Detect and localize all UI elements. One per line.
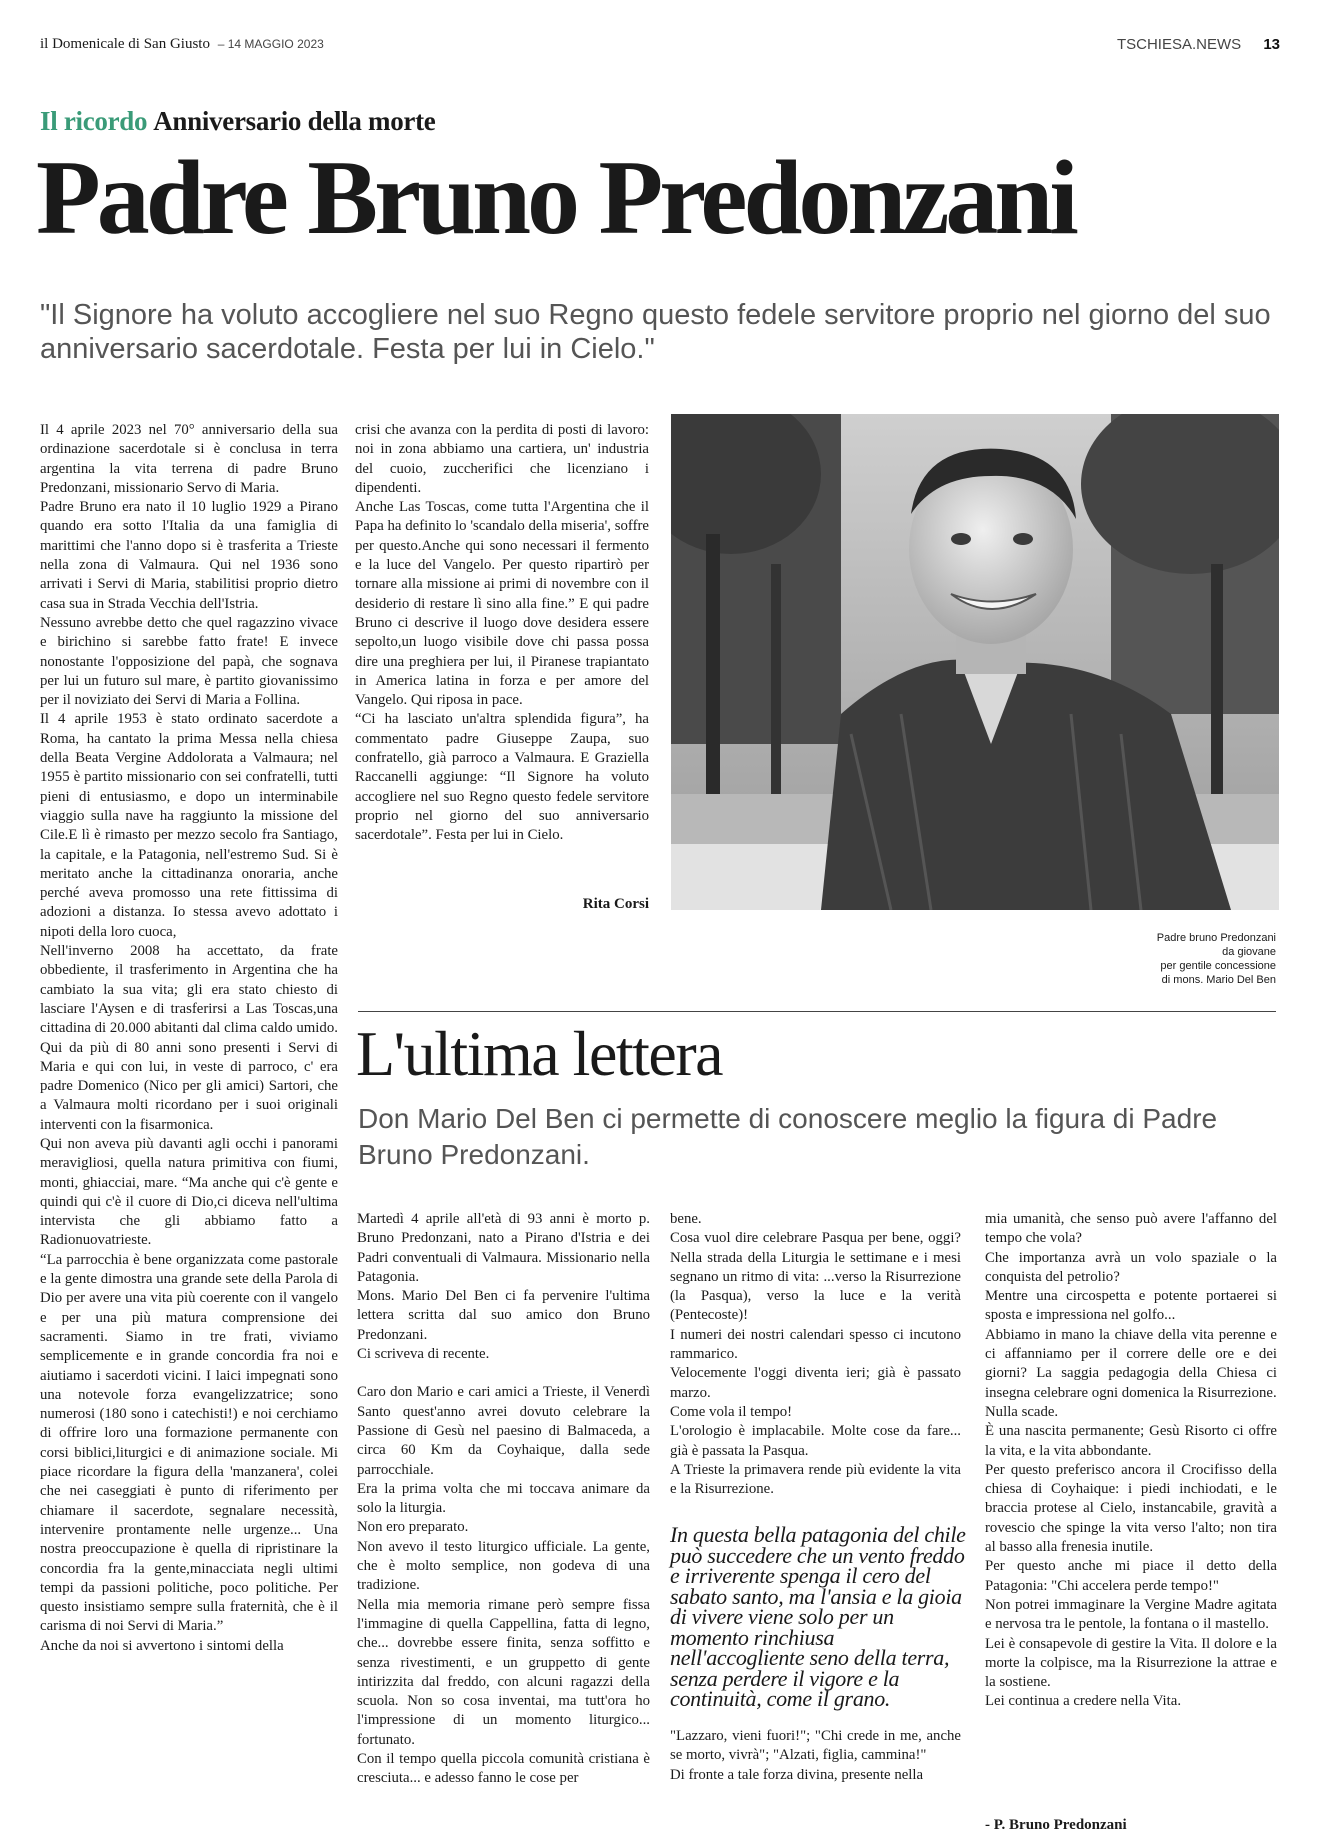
paragraph: Che importanza avrà un volo spaziale o la conquista del petrolio? [985,1249,1277,1285]
paragraph: I numeri dei nostri calendari spesso ci incutono rammarico. [670,1326,961,1363]
article1-column-1 [40,421,338,1656]
paragraph: È una nascita permanente; Gesù Risorto ci offre la vita, e la vita abbondante. [985,1423,1277,1459]
paragraph: Martedì 4 aprile all'età di 93 anni è morto p. Bruno Predonzani, nato a Pirano d'Istria e dei Padri conventuali di Valmaura. Missionario nella Patagonia. [357,1211,650,1285]
paragraph: Abbiamo in mano la chiave della vita perenne e ci affanniamo per il correre delle ore e dei giorni? La saggia pedagogia della Chiesa ci insegna celebrare ogni domenica la Risurrezione. [985,1326,1277,1401]
publication-header [40,36,324,53]
paragraph: "Lazzaro, vieni fuori!"; "Chi crede in me, anche se morto, vivrà"; "Alzati, figlia, cammina!" [670,1728,961,1764]
issue-date: – 14 MAGGIO 2023 [217,37,324,51]
article2-column-1 [357,1210,650,1789]
paragraph: Non avevo il testo liturgico ufficiale. La gente, che è molto semplice, non godeva di una tradizione. [357,1538,650,1594]
paragraph: Qui non aveva più davanti agli occhi i panorami meravigliosi, quella natura primitiva con fiumi, monti, ghiacciai, mare. “Ma anche qui c'è gente e quindi qui c'è il cuore di Dio,ci diceva nell'ultima intervista che gli abbiamo fatto a Radionuovatrieste. [40,1135,338,1249]
photo-caption [1016,931,1276,987]
paragraph: Cosa vuol dire celebrare Pasqua per bene, oggi? Nella strada della Liturgia le settimane e i mesi segnano un ritmo di vita: ...verso la Risurrezione (la Pasqua), verso la luce e la verità (Pentecoste)! [670,1230,961,1324]
page-number: 13 [1263,36,1280,53]
paragraph: mia umanità, che senso può avere l'affanno del tempo che vola? [985,1211,1277,1247]
paragraph: “La parrocchia è bene organizzata come pastorale e la gente dimostra una grande sete della Parola di Dio per avere una vita più coerente con il vangelo e per una più matura comprensione dei sacramenti. Siamo in tre frati, viviamo semplicemente e in grande concordia fra noi e aiutiamo i sacerdoti vicini. I laici impegnati sono una notevole forza evangelizzatrice; sono numerosi (180 sono i catechisti!) e noi cerchiamo di offrire loro una formazione permanente con corsi biblici,liturgici e di animazione sociale. Mi piace ricordare la figura della 'manzanera', colei che nei caseggiati è punto di riferimento per chiamare il sacerdote, segnalare necessità, intervenire prontamente nelle urgenze... Una nostra preoccupazione è quella di ripristinare la concordia fra la gente,minacciata negli ultimi tempi da passioni politiche, poco politiche. Per questo insistiamo sempre sulla fraternità, che è il carisma di noi Servi di Maria.” [40,1251,338,1635]
article-author: Rita Corsi [582,896,649,912]
article2-column-2 [670,1210,961,1499]
paragraph: Per questo anche mi piace il detto della Patagonia: "Chi accelera perde tempo!" [985,1558,1277,1594]
paragraph: Qui da più di 80 anni sono presenti i Servi di Maria e qui con lui, in veste di parroco, c' era padre Domenico (Nico per gli amici) Sartori, che a Valmaura molti ricordano per i suoi originali interventi con la fisarmonica. [40,1039,338,1133]
section-label: Il ricordo [40,106,148,136]
paragraph: Ci scriveva di recente. [357,1346,490,1363]
paragraph: Lei continua a credere nella Vita. [985,1693,1182,1710]
pull-quote: In questa bella patagonia del chile può succedere che un vento freddo e irriverente spenga il cero del sabato santo, ma l'ansia e la gioia di vivere viene solo per un momento rinchiusa nell'accogliente seno della terra, senza perdere il vigore e la continuità, come il grano. [670,1522,966,1711]
paragraph [357,1364,650,1383]
caption-line: da giovane [1222,946,1276,958]
article-title: Padre Bruno Predonzani [36,139,1075,256]
article-lead: "Il Signore ha voluto accogliere nel suo Regno questo fedele servitore proprio nel giorno del suo anniversario sacerdotale. Festa per lui in Cielo." [40,299,1271,365]
caption-line: per gentile concessione [1160,960,1276,972]
site-header [1117,36,1280,53]
paragraph: Anche da noi si avvertono i sintomi della [40,1637,284,1654]
letter-signature: - P. Bruno Predonzani [985,1817,1127,1833]
paragraph: Non ero preparato. [357,1519,469,1536]
section-divider [358,1011,1276,1012]
paragraph: bene. [670,1211,702,1227]
paragraph: Nulla scade. [985,1403,1059,1420]
paragraph: Mentre una circospetta e potente portaerei si sposta e impressiona nel golfo... [985,1288,1277,1324]
publication-name: il Domenicale di San Giusto [40,36,210,52]
paragraph: A Trieste la primavera rende più evidente la vita e la Risurrezione. [670,1461,961,1498]
paragraph: L'orologio è implacabile. Molte cose da fare... già è passata la Pasqua. [670,1423,961,1459]
paragraph: Per questo preferisco ancora il Crocifisso della chiesa di Coyhaique: i piedi inchiodati, e le braccia protese al Cielo, instancabile, gravità a rovescio che spinge la vita verso l'alto; non tira al basso alla frenesia inutile. [985,1461,1277,1556]
paragraph: Era la prima volta che mi toccava animare da solo la liturgia. [357,1480,650,1517]
article-kicker [40,106,435,137]
paragraph: Mons. Mario Del Ben ci fa pervenire l'ultima lettera scritta dal suo amico don Bruno Predonzani. [357,1288,650,1343]
paragraph: Come vola il tempo! [670,1403,793,1420]
paragraph: “Ci ha lasciato un'altra splendida figura”, ha commentato padre Giuseppe Zaupa, suo confratello, già parroco a Valmaura. E Graziella Raccanelli aggiunge: “Il Signore ha voluto accogliere nel suo Regno questo fedele servitore proprio nel giorno del suo anniversario sacerdotale”. Festa per lui in Cielo. [355,711,649,844]
paragraph: Nessuno avrebbe detto che quel ragazzino vivace e birichino si sarebbe fatto frate! E invece nonostante l'opposizione del papà, che sognava per lui un futuro sul mare, è partito giovanissimo per il noviziato dei Servi di Maria a Follina. [40,614,338,709]
paragraph: Con il tempo quella piccola comunità cristiana è cresciuta... e adesso fanno le cose per [357,1751,650,1787]
article2-lead: Don Mario Del Ben ci permette di conoscere meglio la figura di Padre Bruno Predonzani. [358,1103,1218,1170]
paragraph: Il 4 aprile 1953 è stato ordinato sacerdote a Roma, ha cantato la prima Messa nella chiesa della Beata Vergine Addolorata a Valmaura; nel 1955 è partito missionario con sei confratelli, tutti pieni di entusiasmo, e dopo un interminabile viaggio sulla nave ha raggiunto la missione del Cile.E lì è rimasto per mezzo secolo fra Santiago, la capitale, e la Patagonia, nell'estremo Sud. Si è meritato anche la cittadinanza onoraria, anche perché aveva promosso una rete fittissima di adozioni a distanza. Io stessa avevo adottato i nipoti della loro cuoca, [40,711,338,940]
paragraph: crisi che avanza con la perdita di posti di lavoro: noi in zona abbiamo una cartiera, un' industria del cuoio, zuccherifici che licenziano i dipendenti. [355,422,649,496]
paragraph: Di fronte a tale forza divina, presente nella [670,1766,924,1783]
paragraph: Nell'inverno 2008 ha accettato, da frate obbediente, il trasferimento in Argentina che ha cambiato la sua vita; gli era stato chiesto di lasciare l'Aysen e di trasferirsi a Las Toscas,una cittadina di 20.000 abitanti dal clima caldo umido. [40,943,338,1037]
paragraph: Non potrei immaginare la Vergine Madre agitata e nervosa tra le pentole, la fontana o il mastello. [985,1596,1277,1633]
paragraph: Caro don Mario e cari amici a Trieste, il Venerdì Santo quest'anno avrei dovuto celebrare la Passione di Gesù nel paesino di Balmaceda, a circa 60 Km da Coyhaique, dalla sede parrocchiale. [357,1384,650,1478]
portrait-photo [671,414,1279,910]
paragraph: Lei è consapevole di gestire la Vita. Il dolore e la morte la colpisce, ma la Risurrezione la attrae e la sostiene. [985,1635,1277,1691]
article2-column-2-bottom [670,1727,961,1785]
article1-column-2 [355,421,649,846]
paragraph: Il 4 aprile 2023 nel 70° anniversario della sua ordinazione sacerdotale si è conclusa in terra argentina la vita terrena di padre Bruno Predonzani, missionario Servo di Maria. [40,422,338,496]
article2-column-3 [985,1210,1277,1712]
paragraph: Nella mia memoria rimane però sempre fissa l'immagine di quella Cappellina, fatta di legno, che... dovrebbe essere finita, senza soffitto e senza rivestimenti, e un gruppetto di gente intirizzita dal freddo, con alcuni ragazzi della scuola. Non so cosa inventai, ma tutt'ora ho l'impressione di un momento liturgico... fortunato. [357,1596,650,1748]
caption-line: di mons. Mario Del Ben [1161,974,1276,986]
site-name: TSCHIESA.NEWS [1116,36,1242,53]
article2-title: L'ultima lettera [356,1018,723,1089]
portrait-image [671,414,1279,910]
caption-line: Padre bruno Predonzani [1156,932,1276,944]
paragraph: Velocemente l'oggi diventa ieri; già è passato marzo. [670,1365,961,1401]
paragraph: Anche Las Toscas, come tutta l'Argentina che il Papa ha definito lo 'scandalo della miseria', soffre per questo.Anche qui sono necessari il fermento e la luce del Vangelo. Per questo ripartirò per tornare alla missione ai primi di novembre con il desiderio di restare lì sino alla fine.” E qui padre Bruno ci descrive il luogo dove desidera essere sepolto,un luogo visibile dove chi passa possa dire una preghiera per lui, il Piranese trapiantato in America latina in forza e per amore del Vangelo. Qui riposa in pace. [355,499,649,709]
kicker-subtitle: Anniversario della morte [153,106,436,136]
paragraph: Padre Bruno era nato il 10 luglio 1929 a Pirano quando era sotto l'Italia da una famiglia di marittimi che l'anno dopo si è trasferita a Trieste nella zona di Valmaura. Qui nel 1936 sono arrivati i Servi di Maria, stabilitisi proprio dietro casa sua in Strada Vecchia dell'Istria. [40,499,338,612]
